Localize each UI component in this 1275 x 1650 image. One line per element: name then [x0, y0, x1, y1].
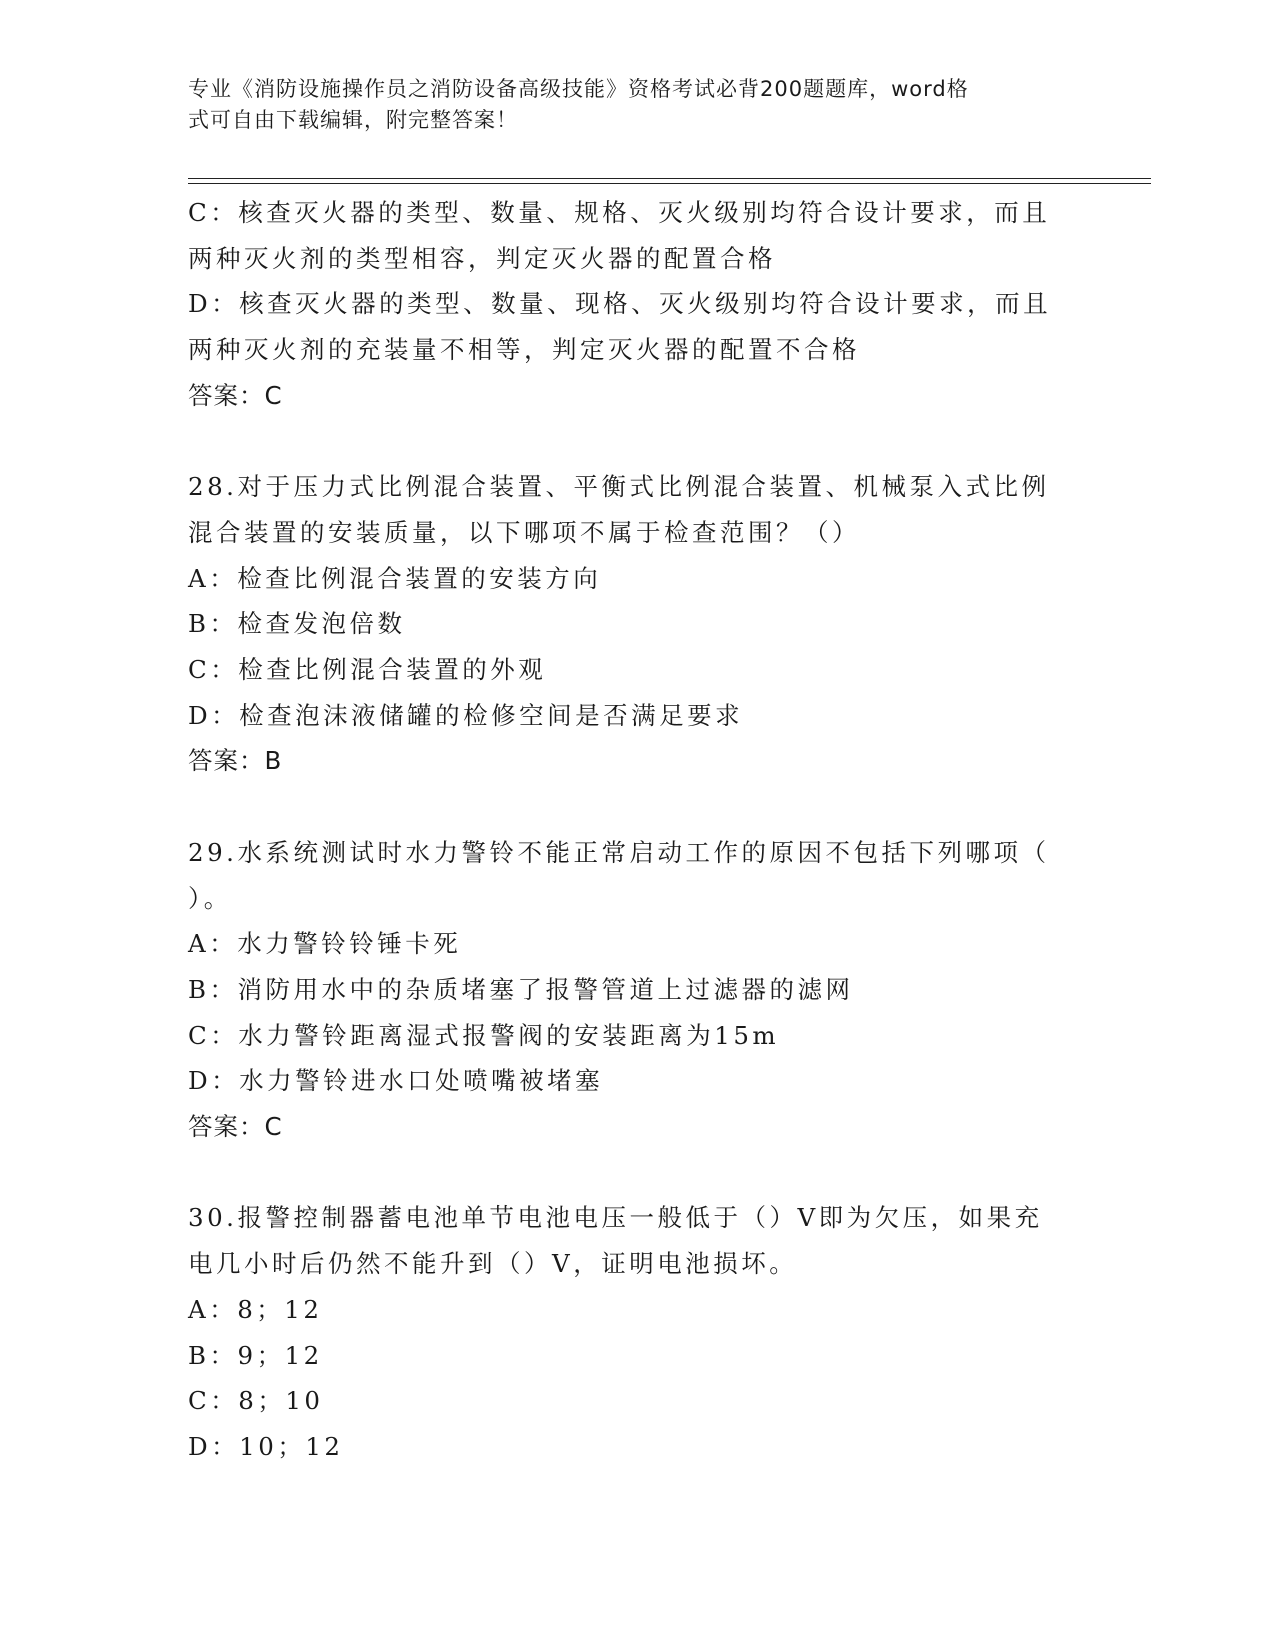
- question-content: [188, 190, 1078, 1470]
- option-c: C：检查比例混合装置的外观: [188, 655, 547, 685]
- question-stem-line-2: ）。: [188, 883, 232, 913]
- option-b: B：消防用水中的杂质堵塞了报警管道上过滤器的滤网: [188, 974, 854, 1004]
- option-d: D：水力警铃进水口处喷嘴被堵塞: [188, 1066, 604, 1096]
- option-a: A：检查比例混合装置的安装方向: [188, 563, 602, 593]
- question-30: [188, 1195, 1078, 1469]
- document-header: [188, 74, 1068, 136]
- option-a: A：水力警铃铃锤卡死: [188, 929, 462, 959]
- question-28: [188, 464, 1078, 784]
- header-line-2: 式可自由下载编辑，附完整答案！: [188, 108, 518, 132]
- spacer: [188, 419, 1078, 465]
- option-c: C：8；10: [188, 1386, 324, 1416]
- question-stem-line-1: 29.水系统测试时水力警铃不能正常启动工作的原因不包括下列哪项（: [188, 837, 1050, 867]
- option-d: D：检查泡沫液储罐的检修空间是否满足要求: [188, 700, 744, 730]
- option-b: B：9；12: [188, 1340, 323, 1370]
- question-27-continuation: [188, 190, 1078, 419]
- question-stem-line-2: 电几小时后仍然不能升到（）V，证明电池损坏。: [188, 1249, 798, 1279]
- option-a: A：8；12: [188, 1294, 323, 1324]
- answer-28: 答案：B: [188, 746, 283, 776]
- header-divider-top: [188, 178, 1151, 179]
- header-line-1: 专业《消防设施操作员之消防设备高级技能》资格考试必背200题题库，word格: [188, 77, 969, 101]
- spacer: [188, 784, 1078, 830]
- option-d-line-2: 两种灭火剂的充装量不相等，判定灭火器的配置不合格: [188, 335, 860, 365]
- question-stem-line-2: 混合装置的安装质量，以下哪项不属于检查范围？（）: [188, 517, 860, 547]
- option-d: D：10；12: [188, 1431, 344, 1461]
- question-stem-line-1: 28.对于压力式比例混合装置、平衡式比例混合装置、机械泵入式比例: [188, 472, 1050, 502]
- option-c-line-2: 两种灭火剂的类型相容，判定灭火器的配置合格: [188, 243, 776, 273]
- answer-29: 答案：C: [188, 1112, 283, 1142]
- answer-27: 答案：C: [188, 380, 283, 410]
- header-divider-bottom: [188, 183, 1151, 184]
- question-stem-line-1: 30.报警控制器蓄电池单节电池电压一般低于（）V即为欠压，如果充: [188, 1203, 1043, 1233]
- question-29: [188, 830, 1078, 1150]
- option-c: C：水力警铃距离湿式报警阀的安装距离为15m: [188, 1020, 780, 1050]
- option-c-line-1: C：核查灭火器的类型、数量、规格、灭火级别均符合设计要求，而且: [188, 198, 1051, 227]
- option-d-line-1: D：核查灭火器的类型、数量、现格、灭火级别均符合设计要求，而且: [188, 289, 1052, 319]
- spacer: [188, 1150, 1078, 1196]
- option-b: B：检查发泡倍数: [188, 609, 406, 639]
